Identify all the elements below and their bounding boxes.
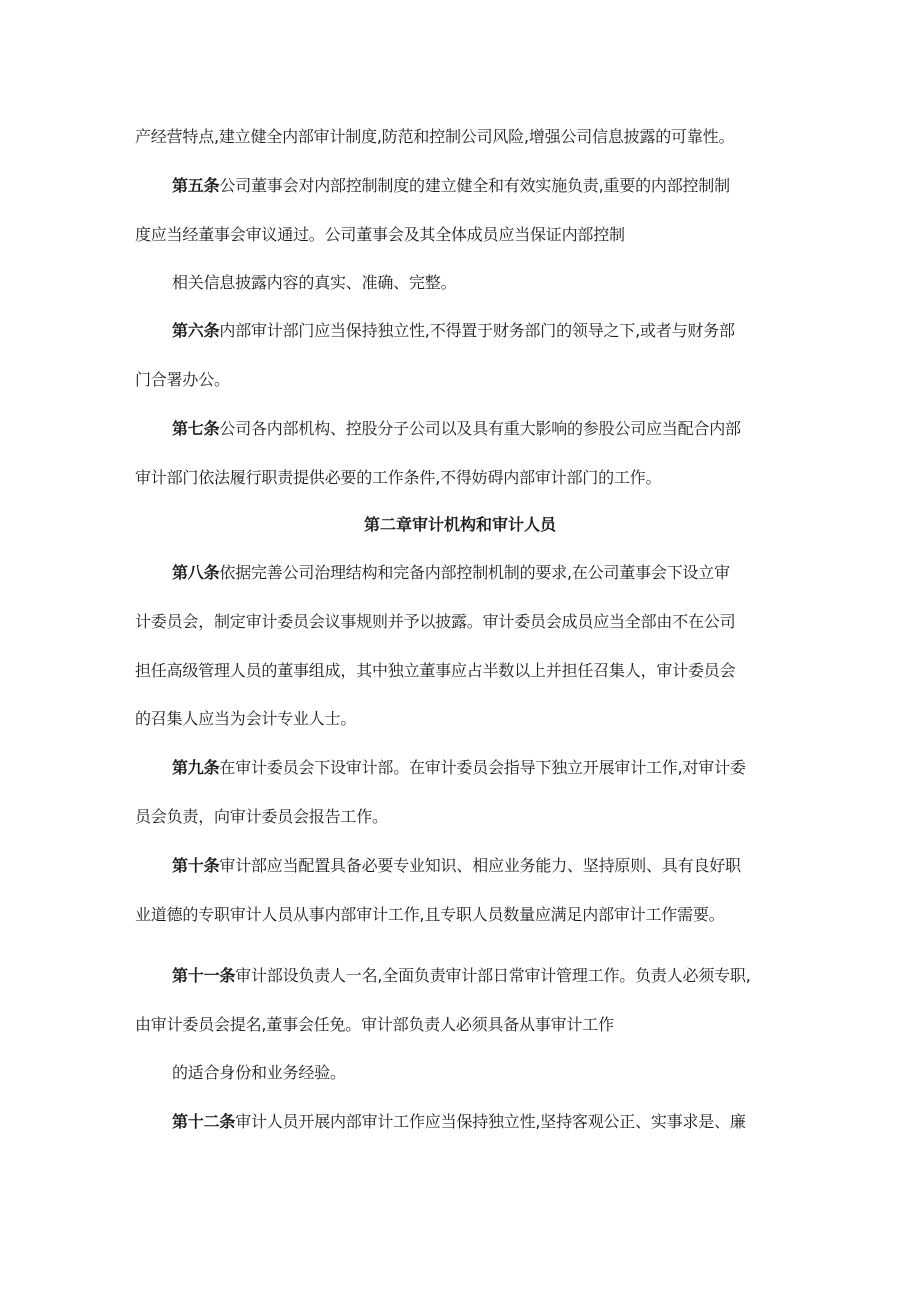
article-10-line: 第十条审计部应当配置具备必要专业知识、相应业务能力、坚持原则、具有良好职: [172, 856, 741, 875]
article-6-line: 第六条内部审计部门应当保持独立性,不得置于财务部门的领导之下,或者与财务部: [172, 321, 735, 340]
article-8-label: 第八条: [172, 563, 220, 582]
article-8-line: 第八条依据完善公司治理结构和完备内部控制机制的要求,在公司董事会下设立审: [172, 563, 730, 582]
text-line: 相关信息披露内容的真实、准确、完整。: [172, 273, 457, 292]
text-line: 门合署办公。: [135, 370, 230, 389]
article-7-line: 第七条公司各内部机构、控股分子公司以及具有重大影响的参股公司应当配合内部: [172, 419, 741, 438]
article-5-label: 第五条: [172, 176, 220, 195]
text-line: 担任高级管理人员的董事组成，其中独立董事应占半数以上并担任召集人，审计委员会: [135, 661, 736, 680]
text-line: 产经营特点,建立健全内部审计制度,防范和控制公司风险,增强公司信息披露的可靠性。: [135, 127, 735, 146]
article-9-line: 第九条在审计委员会下设审计部。在审计委员会指导下独立开展审计工作,对审计委: [172, 758, 746, 777]
article-6-label: 第六条: [172, 321, 220, 340]
chapter-heading: 第二章审计机构和审计人员: [363, 515, 556, 534]
text-line: 员会负责，向审计委员会报告工作。: [135, 807, 388, 826]
text-line: 由审计委员会提名,董事会任免。审计部负责人必须具备从事审计工作: [135, 1015, 614, 1034]
article-7-label: 第七条: [172, 419, 220, 438]
text-line: 审计部门依法履行职责提供必要的工作条件,不得妨碍内部审计部门的工作。: [135, 468, 662, 487]
article-10-label: 第十条: [172, 856, 220, 875]
article-9-label: 第九条: [172, 758, 220, 777]
article-5-line: 第五条公司董事会对内部控制制度的建立健全和有效实施负责,重要的内部控制制: [172, 176, 730, 195]
text-line: 的适合身份和业务经验。: [172, 1063, 346, 1082]
text-line: 计委员会，制定审计委员会议事规则并予以披露。审计委员会成员应当全部由不在公司: [135, 612, 736, 631]
text-line: 业道德的专职审计人员从事内部审计工作,且专职人员数量应满足内部审计工作需要。: [135, 905, 725, 924]
article-11-label: 第十一条: [172, 966, 236, 985]
article-12-line: 第十二条审计人员开展内部审计工作应当保持独立性,坚持客观公正、实事求是、廉: [172, 1112, 746, 1131]
article-11-line: 第十一条审计部设负责人一名,全面负责审计部日常审计管理工作。负责人必须专职,: [172, 966, 751, 985]
text-line: 度应当经董事会审议通过。公司董事会及其全体成员应当保证内部控制: [135, 225, 625, 244]
article-12-label: 第十二条: [172, 1112, 236, 1131]
text-line: 的召集人应当为会计专业人士。: [135, 709, 357, 728]
